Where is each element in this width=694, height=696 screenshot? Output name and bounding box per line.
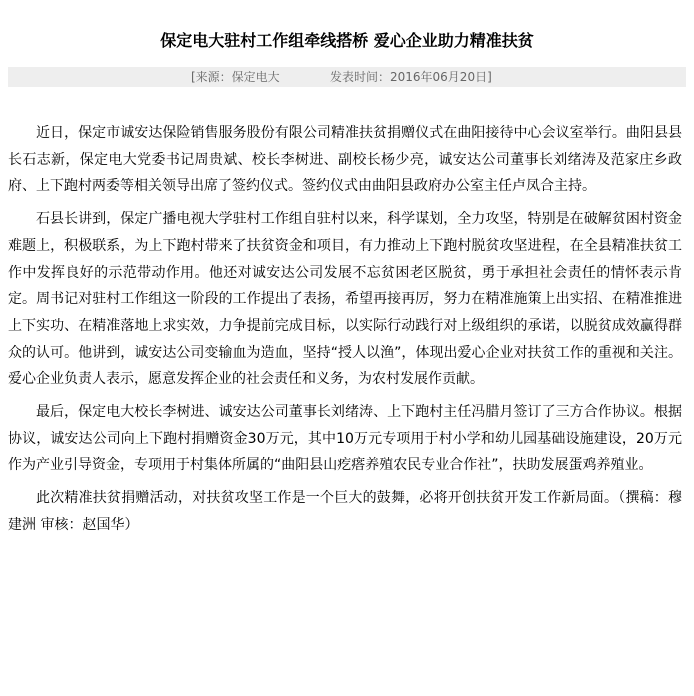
article-paragraph: 此次精准扶贫捐赠活动，对扶贫攻坚工作是一个巨大的鼓舞，必将开创扶贫开发工作新局面。（撰稿：穆建洲 审核：赵国华）	[8, 490, 682, 533]
article-title: 保定电大驻村工作组牵线搭桥 爱心企业助力精准扶贫	[160, 31, 534, 50]
article-body	[8, 120, 682, 539]
article-paragraph: 石县长讲到，保定广播电视大学驻村工作组自驻村以来，科学谋划，全力攻坚，特别是在破解贫困村资金难题上，积极联系，为上下跑村带来了扶贫资金和项目，有力推动上下跑村脱贫攻坚进程，在全县精准扶贫工作中发挥良好的示范带动作用。他还对诚安达公司发展不忘贫困老区脱贫，勇于承担社会责任的情怀表示肯定。周书记对驻村工作组这一阶段的工作提出了表扬，希望再接再厉，努力在精准施策上出实招、在精准推进上下实功、在精准落地上求实效，力争提前完成目标，以实际行动践行对上级组织的承诺，以脱贫成效赢得群众的认可。他讲到，诚安达公司变输血为造血，坚持“授人以渔”，体现出爱心企业对扶贫工作的重视和关注。爱心企业负责人表示，愿意发挥企业的社会责任和义务，为农村发展作贡献。	[8, 211, 682, 388]
article-source: [来源：保定电大	[191, 70, 280, 84]
article-paragraph: 最后，保定电大校长李树进、诚安达公司董事长刘绪涛、上下跑村主任冯腊月签订了三方合作协议。根据协议，诚安达公司向上下跑村捐赠资金30万元，其中10万元专项用于村小学和幼儿园基础设施建设，20万元作为产业引导资金，专项用于村集体所属的“曲阳县山疙瘩养殖农民专业合作社”，扶助发展蛋鸡养殖业。	[8, 404, 682, 474]
article-meta-bar	[8, 67, 686, 87]
article-publish-time: 发表时间：2016年06月20日]	[330, 70, 492, 84]
article-paragraph: 近日，保定市诚安达保险销售服务股份有限公司精准扶贫捐赠仪式在曲阳接待中心会议室举行。曲阳县县长石志新，保定电大党委书记周贵斌、校长李树进、副校长杨少亮，诚安达公司董事长刘绪涛及范家庄乡政府、上下跑村两委等相关领导出席了签约仪式。签约仪式由曲阳县政府办公室主任卢凤合主持。	[8, 125, 682, 195]
